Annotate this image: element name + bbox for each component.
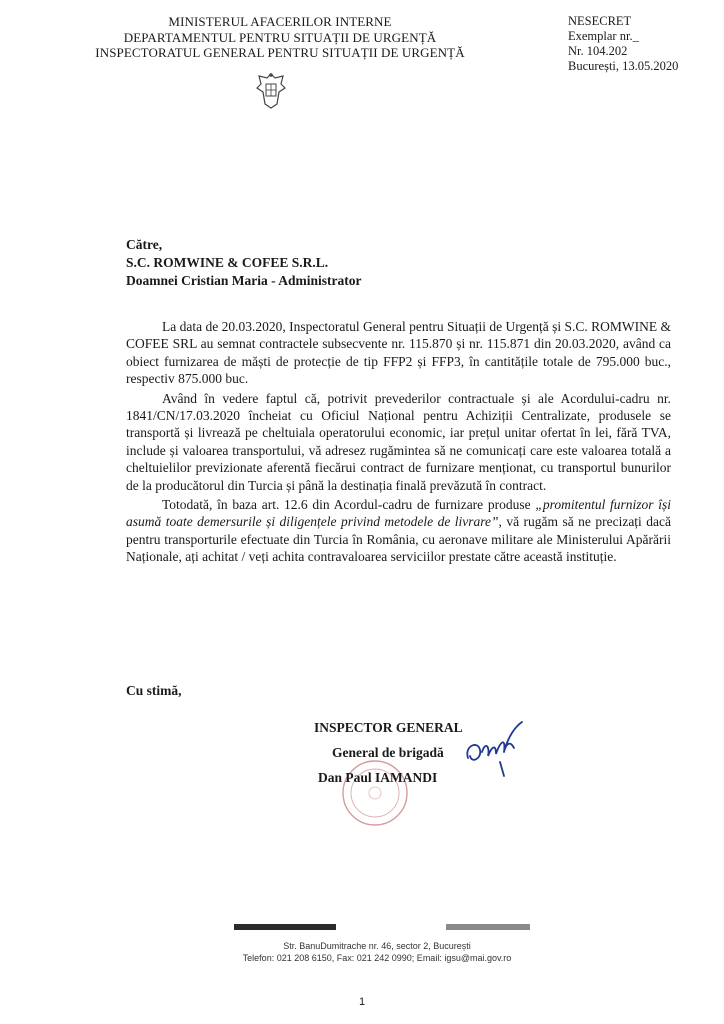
registration-number: Nr. 104.202	[568, 44, 628, 58]
addressee-company: S.C. ROMWINE & COFEE S.R.L.	[126, 255, 329, 270]
header-reference	[568, 14, 678, 74]
handwritten-signature	[460, 718, 530, 783]
signatory-rank: General de brigadă	[332, 745, 444, 760]
copy-number: Exemplar nr._	[568, 29, 639, 43]
contract-quote: „promitentul furnizor își asumă toate demersurile și diligențele privind metodele de livrare”	[126, 497, 671, 530]
closing-salutation: Cu stimă,	[126, 683, 182, 698]
paragraph-3-end: , vă rugăm să ne precizați dacă pentru transporturile efectuate din Turcia în România, cu aeronave militare ale Ministerului Apărării Naționale, ați achitat / veți achita contravaloarea serviciilor prestate către această instituție.	[126, 514, 671, 565]
header-line-inspectorate: INSPECTORATUL GENERAL PENTRU SITUAȚII DE URGENȚĂ	[95, 45, 465, 60]
footer-bar-right	[446, 924, 530, 930]
header-line-department: DEPARTAMENTUL PENTRU SITUAȚII DE URGENȚĂ	[123, 29, 437, 45]
footer-phone-email: Telefon: 021 208 6150, Fax: 021 242 0990; Email: igsu@mai.gov.ro	[242, 953, 512, 963]
page-number: 1	[358, 996, 366, 1008]
letter-body	[126, 318, 671, 568]
addressee-person: Doamnei Cristian Maria - Administrator	[126, 273, 362, 288]
paragraph-3-start: Totodată, în baza art. 12.6 din Acordul-cadru de furnizare produse	[162, 497, 536, 513]
addressee-block	[126, 236, 361, 290]
header-institution	[40, 14, 520, 61]
header-line-ministry: MINISTERUL AFACERILOR INTERNE	[168, 14, 392, 29]
place-date: București, 13.05.2020	[568, 59, 679, 73]
signatory-title: INSPECTOR GENERAL	[314, 720, 463, 735]
signatory-name: Dan Paul IAMANDI	[318, 770, 438, 785]
footer-bar-left	[234, 924, 336, 930]
coat-of-arms-icon	[255, 70, 287, 110]
footer-contact	[150, 940, 604, 964]
paragraph-1: La data de 20.03.2020, Inspectoratul General pentru Situații de Urgență și S.C. ROMWINE & COFEE SRL au semnat contractele subsecvente nr. 115.870 și nr. 115.871 din 20.03.2020, având ca obiect furnizarea de măști de protecție de tip FFP2 și FFP3, în cantitățile totale de 795.000 buc., respectiv 875.000 buc.	[126, 319, 671, 387]
classification-label: NESECRET	[568, 14, 632, 28]
paragraph-2: Având în vedere faptul că, potrivit prevederilor contractuale și ale Acordului-cadru nr. 1841/CN/17.03.2020 încheiat cu Oficiul Național pentru Achiziții Centralizate, produsele se transportă și livrează pe cheltuiala operatorului economic, iar prețul unitar ofertat în lei, fără TVA, include și valoarea transportului, vă adresez rugămintea să ne comunicați care este valoarea totală a cheltuielilor previzionate aferentă fiecărui contract de furnizare menționat, cu transportul bunurilor de la producătorul din Turcia și până la destinația finală prevăzută în contract.	[126, 390, 671, 493]
footer-address: Str. BanuDumitrache nr. 46, sector 2, București	[283, 941, 471, 951]
paragraph-3	[126, 496, 671, 566]
addressee-to: Către,	[126, 237, 163, 252]
